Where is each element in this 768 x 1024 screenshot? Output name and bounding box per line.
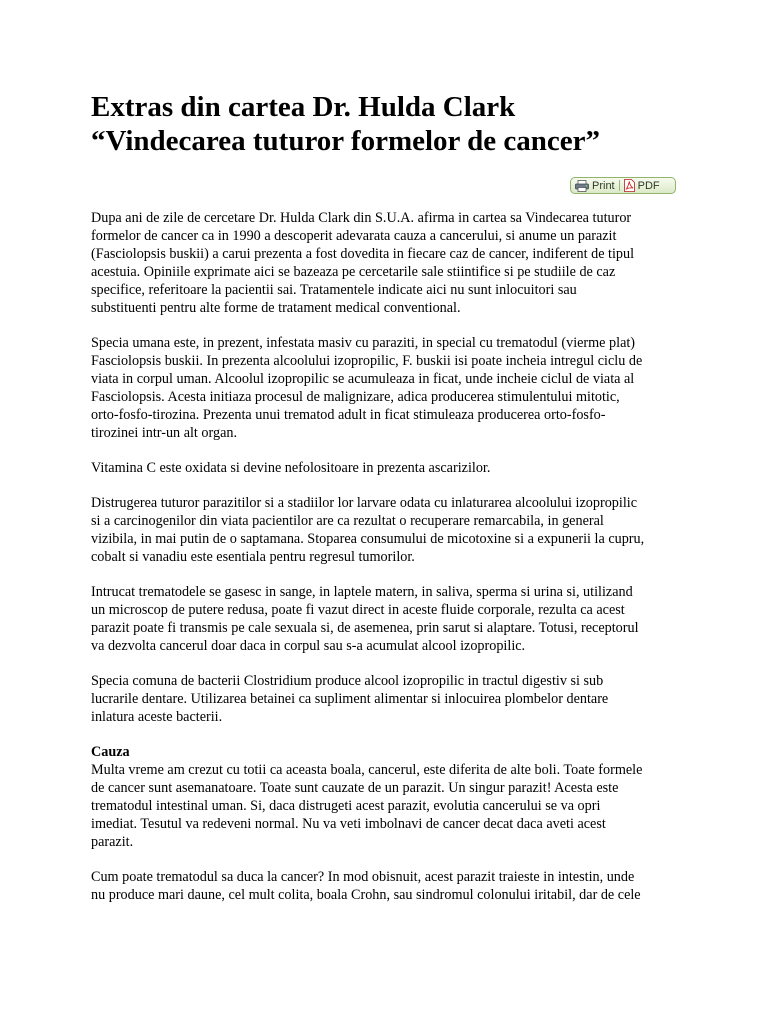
- text-line: va dezvolta cancerul doar daca in corpul sau s-a acumulat alcool izopropilic.: [91, 638, 526, 654]
- text-line: trematodul intestinal uman. Si, daca distrugeti acest parazit, evolutia cancerului se va opri: [91, 798, 601, 814]
- paragraph: [91, 209, 683, 317]
- print-pdf-toolbar: [570, 177, 676, 194]
- paragraph: [91, 459, 683, 477]
- text-line: lucrarile dentare. Utilizarea betainei ca supliment alimentar si inlocuirea plombelor dentare: [91, 691, 609, 707]
- text-line: Vitamina C este oxidata si devine nefolositoare in prezenta ascarizilor.: [91, 460, 491, 476]
- text-line: substituenti pentru alte forme de tratament medical conventional.: [91, 300, 461, 316]
- text-line: de cancer sunt asemanatoare. Toate sunt cauzate de un parazit. Un singur parazit! Acesta este: [91, 780, 619, 796]
- text-line: (Fasciolopsis buskii) a carui prezenta a fost dovedita in fiecare caz de cancer, indiferent de tipul: [91, 246, 635, 262]
- text-line: un microscop de putere redusa, poate fi vazut direct in aceste fluide corporale, rezulta ca acest: [91, 602, 625, 618]
- text-line: vizibila, in mai putin de o saptamana. Stoparea consumului de micotoxine si a expunerii la cupru,: [91, 531, 645, 547]
- section-heading: Cauza: [91, 744, 130, 760]
- text-line: cobalt si vanadiu este esentiala pentru regresul tumorilor.: [91, 549, 415, 565]
- text-line: tirozinei intr-un alt organ.: [91, 425, 238, 441]
- text-line: orto-fosfo-tirozina. Prezenta unui trematod adult in ficat stimuleaza producerea orto-fosfo-: [91, 407, 606, 423]
- text-line: inlatura aceste bacterii.: [91, 709, 223, 725]
- text-line: nu produce mari daune, cel mult colita, boala Crohn, sau sindromul colonului iritabil, dar de cele: [91, 887, 641, 903]
- text-line: Cum poate trematodul sa duca la cancer? In mod obisnuit, acest parazit traieste in intestin, unde: [91, 869, 635, 885]
- text-line: Specia comuna de bacterii Clostridium produce alcool izopropilic in tractul digestiv si sub: [91, 673, 604, 689]
- text-line: imediat. Tesutul va redeveni normal. Nu va veti imbolnavi de cancer decat daca aveti acest: [91, 816, 606, 832]
- article-body: [91, 209, 683, 921]
- text-line: Distrugerea tuturor parazitilor si a stadiilor lor larvare odata cu inlaturarea alcoolului izopropilic: [91, 495, 638, 511]
- paragraph: [91, 334, 683, 442]
- page-title: [91, 90, 731, 158]
- pdf-label: PDF: [637, 179, 660, 192]
- title-line-1: Extras din cartea Dr. Hulda Clark: [91, 91, 516, 123]
- text-line: formelor de cancer ca in 1990 a descoperit adevarata cauza a cancerului, si anume un parazit: [91, 228, 617, 244]
- text-line: si a carcinogenilor din viata pacientilor are ca rezultat o recuperare remarcabila, in general: [91, 513, 604, 529]
- title-line-2: “Vindecarea tuturor formelor de cancer”: [91, 125, 600, 157]
- text-line: Intrucat trematodele se gasesc in sange, in laptele matern, in saliva, sperma si urina si, utilizand: [91, 584, 633, 600]
- printer-icon: [575, 180, 589, 192]
- paragraph: [91, 583, 683, 655]
- text-line: Specia umana este, in prezent, infestata masiv cu paraziti, in special cu trematodul (vierme plat): [91, 335, 636, 351]
- paragraph: [91, 672, 683, 726]
- text-line: specifice, referitoare la pacientii sai. Tratamentele indicate aici nu sunt inlocuitori sau: [91, 282, 577, 298]
- text-line: viata in corpul uman. Alcoolul izopropilic se acumuleaza in ficat, unde incheie ciclul de viata al: [91, 371, 635, 387]
- paragraph: [91, 868, 683, 904]
- pdf-button[interactable]: [620, 178, 664, 193]
- text-line: Fasciolopsis buskii. In prezenta alcoolului izopropilic, F. buskii isi poate incheia intregul ciclu de: [91, 353, 643, 369]
- print-button[interactable]: [571, 178, 619, 193]
- text-line: Dupa ani de zile de cercetare Dr. Hulda Clark din S.U.A. afirma in cartea sa Vindecarea tuturor: [91, 210, 632, 226]
- paragraph: [91, 743, 683, 851]
- text-line: Multa vreme am crezut cu totii ca aceasta boala, cancerul, este diferita de alte boli. Toate formele: [91, 762, 643, 778]
- text-line: Fasciolopsis. Acesta initiaza procesul de malignizare, adica producerea stimulentului mitotic,: [91, 389, 620, 405]
- pdf-icon: [624, 179, 635, 192]
- text-line: parazit.: [91, 834, 134, 850]
- paragraph: [91, 494, 683, 566]
- print-label: Print: [592, 179, 615, 192]
- text-line: acestuia. Opiniile exprimate aici se bazeaza pe cercetarile sale stiintifice si pe studiile de caz: [91, 264, 616, 280]
- text-line: parazit poate fi transmis pe cale sexuala si, de asemenea, prin sarut si alaptare. Totusi, receptorul: [91, 620, 639, 636]
